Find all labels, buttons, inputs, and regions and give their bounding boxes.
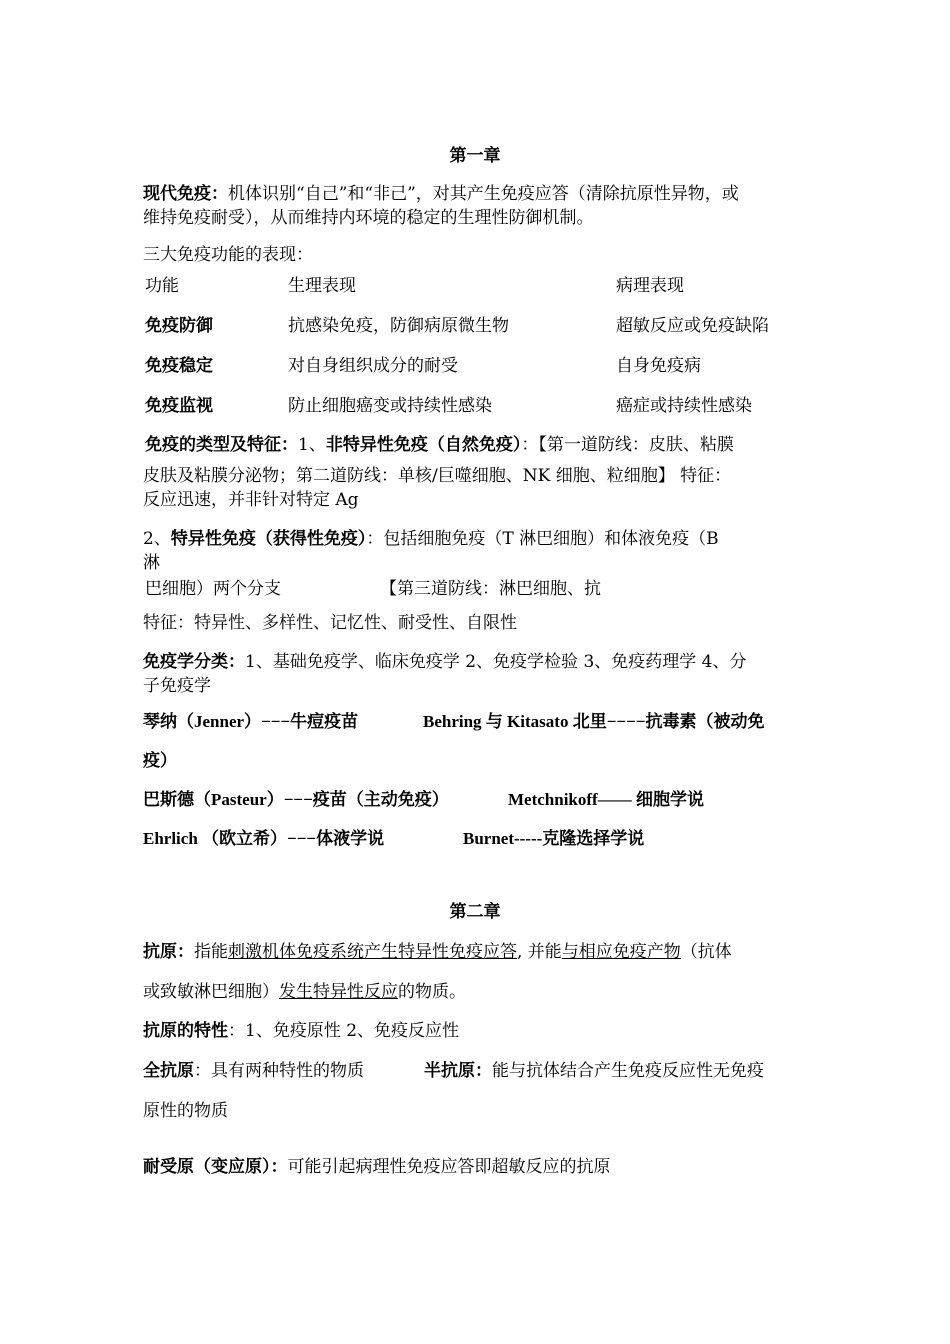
- table-cell: 超敏反应或免疫缺陷: [616, 316, 769, 336]
- immunology-branches-line-2: 子免疫学: [143, 676, 211, 696]
- history-jenner: 琴纳（Jenner）−−−牛痘疫苗: [143, 712, 359, 731]
- specific-immunity-line-2: 淋: [143, 553, 160, 573]
- modern-immunity-line-1: 现代免疫：机体识别“自己”和“非己”，对其产生免疫应答（清除抗原性异物，或: [143, 184, 739, 204]
- hapten: 半抗原：能与抗体结合产生免疫反应性无免疫: [424, 1061, 764, 1081]
- immunity-types-line-1: 免疫的类型及特征：1、非特异性免疫（自然免疫）：【第一道防线：皮肤、粘膜: [145, 435, 734, 455]
- modern-immunity-term: 现代免疫：: [143, 184, 228, 204]
- table-header-physiological: 生理表现: [288, 276, 356, 296]
- immunology-branches-line-1: 免疫学分类：1、基础免疫学、临床免疫学 2、免疫学检验 3、免疫药理学 4、分: [143, 652, 747, 672]
- table-cell: 免疫监视: [145, 396, 213, 416]
- history-metchnikoff: Metchnikoff—— 细胞学说: [508, 790, 704, 809]
- table-cell: 抗感染免疫，防御病原微生物: [288, 316, 509, 336]
- table-cell: 免疫稳定: [145, 356, 213, 376]
- three-functions-title: 三大免疫功能的表现：: [143, 245, 313, 265]
- tolerogen-definition: 耐受原（变应原）：可能引起病理性免疫应答即超敏反应的抗原: [143, 1157, 611, 1177]
- modern-immunity-line-2: 维持免疫耐受），从而维持内环境的稳定的生理性防御机制。: [143, 208, 594, 228]
- immunity-types-line-3: 反应迅速，并非针对特定 Ag: [143, 490, 359, 510]
- chapter-1-title: 第一章: [449, 146, 501, 166]
- antigen-properties: 抗原的特性：1、免疫原性 2、免疫反应性: [143, 1021, 460, 1041]
- table-cell: 癌症或持续性感染: [616, 396, 752, 416]
- history-behring: Behring 与 Kitasato 北里−−−−抗毒素（被动免: [423, 712, 765, 731]
- chapter-2-title: 第二章: [449, 902, 501, 922]
- history-behring-cont: 疫）: [143, 751, 177, 770]
- specific-immunity-line-3a: 巴细胞）两个分支: [145, 579, 281, 599]
- history-burnet: Burnet-----克隆选择学说: [463, 829, 645, 848]
- table-cell: 自身免疫病: [616, 356, 701, 376]
- hapten-line-2: 原性的物质: [143, 1101, 228, 1121]
- table-cell: 防止细胞癌变或持续性感染: [288, 396, 492, 416]
- specific-immunity-line-3b: 【第三道防线：淋巴细胞、抗: [380, 579, 601, 599]
- history-pasteur: 巴斯德（Pasteur）−−−疫苗（主动免疫）: [143, 790, 449, 809]
- history-ehrlich: Ehrlich （欧立希）−−−体液学说: [143, 829, 385, 848]
- antigen-definition-line-1: 抗原：指能刺激机体免疫系统产生特异性免疫应答, 并能与相应免疫产物（抗体: [143, 942, 732, 962]
- complete-antigen: 全抗原：具有两种特性的物质: [143, 1061, 364, 1081]
- table-header-pathological: 病理表现: [616, 276, 684, 296]
- immunity-types-line-2: 皮肤及粘膜分泌物；第二道防线：单核/巨噬细胞、NK 细胞、粒细胞】 特征：: [143, 466, 732, 486]
- table-cell: 对自身组织成分的耐受: [288, 356, 458, 376]
- table-cell: 免疫防御: [145, 316, 213, 336]
- specific-immunity-line-1: 2、特异性免疫（获得性免疫）：包括细胞免疫（T 淋巴细胞）和体液免疫（B: [143, 529, 719, 549]
- table-header-function: 功能: [145, 276, 179, 296]
- antigen-definition-line-2: 或致敏淋巴细胞）发生特异性反应的物质。: [143, 982, 466, 1002]
- specific-immunity-features: 特征：特异性、多样性、记忆性、耐受性、自限性: [143, 613, 517, 633]
